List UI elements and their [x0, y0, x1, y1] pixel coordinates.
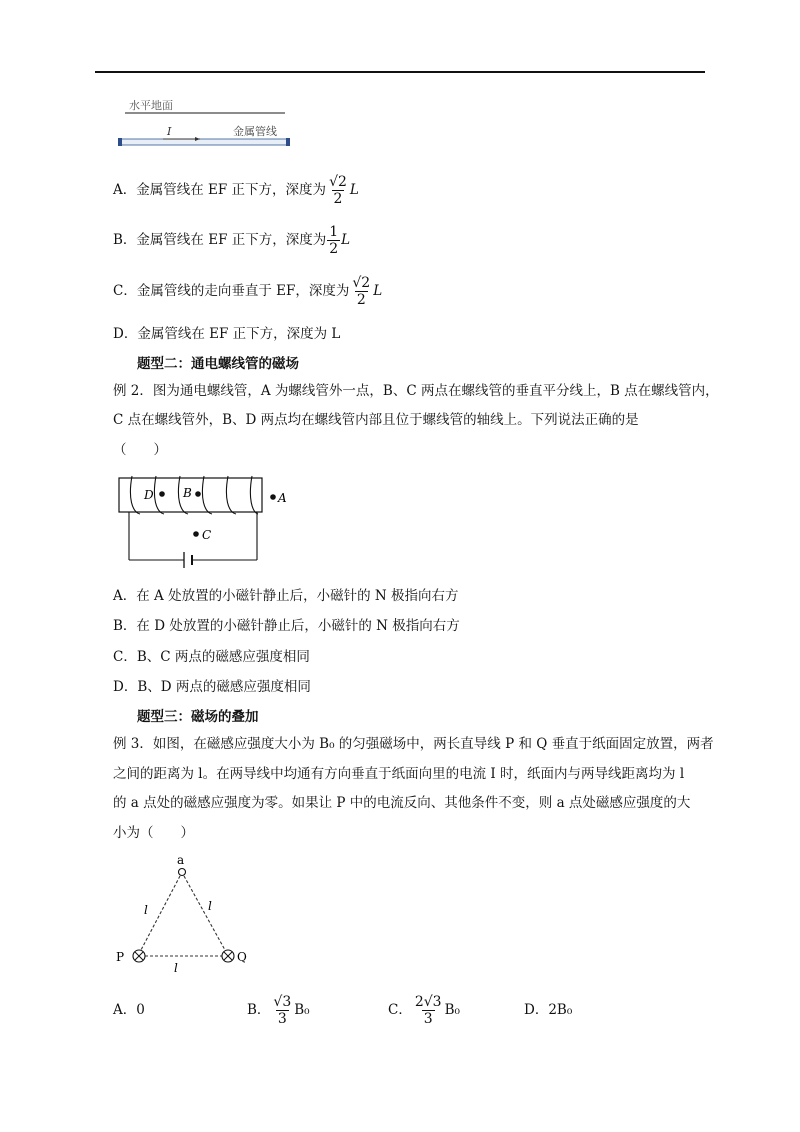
side-label-left: l [144, 903, 148, 917]
point-p-label: P [116, 950, 125, 964]
point-b [195, 491, 201, 497]
q3-line-4: 小为（ ） [113, 825, 194, 841]
pipe [120, 139, 288, 145]
header-rule [95, 71, 705, 73]
side-label-bottom: l [174, 961, 178, 975]
q2-option-a[interactable]: A．在 A 处放置的小磁针静止后，小磁针的 N 极指向右方 [113, 588, 459, 604]
option-label: B． [247, 1002, 271, 1018]
ground-label: 水平地面 [129, 99, 173, 112]
point-a-label: A [278, 491, 287, 505]
pipe-end-right [286, 138, 290, 146]
fraction: $\frac{1}{2}$ [329, 224, 339, 257]
point-c [193, 531, 199, 537]
solenoid-figure [110, 468, 300, 576]
option-tail: L [373, 283, 383, 299]
fraction: $\frac{√2}{2}$ [352, 275, 371, 308]
q2-line-3: （ ） [113, 442, 167, 458]
point-a [270, 494, 276, 500]
option-text: 金属管线在 EF 正下方，深度为 [136, 232, 327, 248]
point-d-label: D [144, 488, 154, 502]
point-a-marker [179, 869, 186, 876]
section-heading-2: 题型二：通电螺线管的磁场 [137, 356, 299, 372]
option-tail: B₀ [294, 1002, 310, 1018]
point-q-label: Q [237, 950, 247, 964]
pipe-end-left [118, 138, 122, 146]
q2-option-c[interactable]: C．B、C 两点的磁感应强度相同 [113, 649, 310, 665]
option-tail: L [349, 182, 359, 198]
q1-option-d[interactable] [113, 322, 340, 346]
pipe-figure [115, 95, 295, 155]
option-tail: L [341, 232, 351, 248]
point-d [159, 491, 165, 497]
q3-option-c[interactable] [388, 992, 460, 1028]
option-text: 金属管线在 EF 正下方，深度为 L [137, 326, 341, 342]
triangle-figure [110, 850, 260, 975]
fraction: $\frac{√2}{2}$ [329, 174, 347, 207]
q3-option-a[interactable]: A．0 [113, 1002, 145, 1018]
fraction: $\frac{√3}{3}$ [273, 994, 292, 1027]
q2-line-2: C 点在螺线管外，B、D 两点均在螺线管内部且位于螺线管的轴线上。下列说法正确的是 [113, 412, 639, 428]
q1-option-a[interactable] [113, 172, 359, 208]
q3-line-1: 例 3．如图，在磁感应强度大小为 B₀ 的匀强磁场中，两长直导线 P 和 Q 垂直于纸面固定放置，两者 [113, 736, 714, 752]
section-heading-3: 题型三：磁场的叠加 [137, 709, 259, 725]
q3-option-d[interactable]: D．2B₀ [524, 1002, 573, 1018]
q1-option-c[interactable] [113, 273, 382, 309]
side-qa [184, 876, 225, 950]
q3-option-b[interactable] [247, 992, 310, 1028]
fraction: $\frac{2√3}{3}$ [414, 994, 442, 1027]
q2-line-1: 例 2．图为通电螺线管，A 为螺线管外一点，B、C 两点在螺线管的垂直平分线上，B 点在螺线管内， [113, 383, 719, 399]
pipe-label: 金属管线 [233, 125, 277, 138]
option-text: 金属管线在 EF 正下方，深度为 [136, 182, 327, 198]
option-label: C． [113, 283, 137, 299]
point-a-label: a [177, 853, 185, 867]
q3-line-3: 的 a 点处的磁感应强度为零。如果让 P 中的电流反向、其他条件不变，则 a 点处磁感应强度的大 [113, 795, 691, 811]
current-label: I [167, 125, 172, 138]
q2-option-b[interactable]: B．在 D 处放置的小磁针静止后，小磁针的 N 极指向右方 [113, 618, 460, 634]
point-c-label: C [202, 528, 212, 542]
option-label: A． [113, 182, 137, 198]
point-b-label: B [183, 486, 192, 500]
q2-option-d[interactable]: D．B、D 两点的磁感应强度相同 [113, 679, 311, 695]
option-label: D． [113, 326, 138, 342]
option-label: C． [388, 1002, 412, 1018]
option-text: 金属管线的走向垂直于 EF，深度为 [136, 283, 350, 299]
option-tail: B₀ [444, 1002, 460, 1018]
q1-option-b[interactable] [113, 222, 350, 258]
option-label: B． [113, 232, 137, 248]
q3-line-2: 之间的距离为 l。在两导线中均通有方向垂直于纸面向里的电流 I 时，纸面内与两导线距离均为 l [113, 766, 685, 782]
side-label-right: l [208, 899, 212, 913]
